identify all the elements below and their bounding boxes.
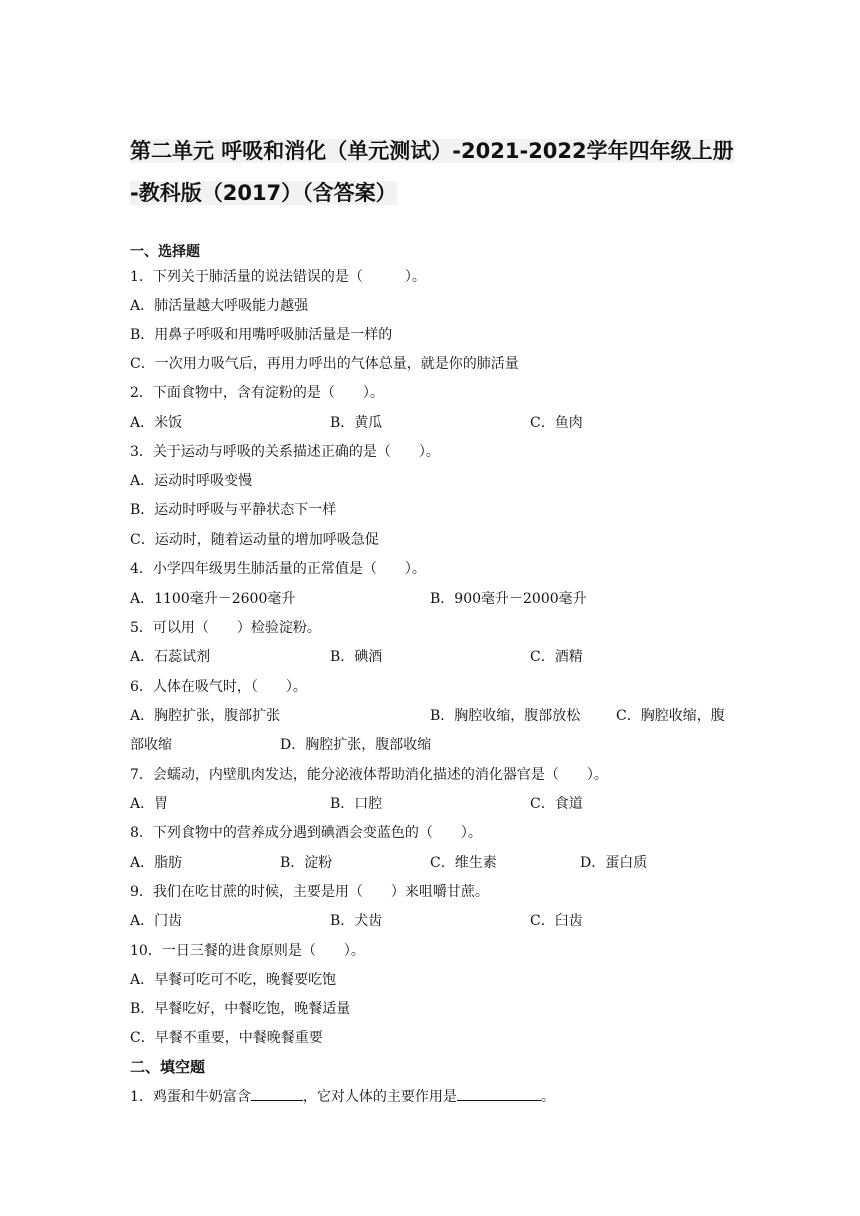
question-9-option-c: C．臼齿 [530,913,583,929]
question-1-option-c: C．一次用力吸气后，再用力呼出的气体总量，就是你的肺活量 [130,356,519,372]
question-2-option-c: C．鱼肉 [530,415,583,431]
question-10-stem: 10．一日三餐的进食原则是（ ）。 [130,943,365,959]
question-1-option-b: B．用鼻子呼吸和用嘴呼吸肺活量是一样的 [130,327,393,343]
question-3-option-c: C．运动时，随着运动量的增加呼吸急促 [130,532,379,548]
question-9-option-b: B．犬齿 [330,913,383,929]
fill-blank-1[interactable] [251,1086,303,1101]
question-10-option-a: A．早餐可吃可不吃，晚餐要吃饱 [130,972,337,988]
fill-question-1 [130,1086,555,1107]
question-9-option-a: A．门齿 [130,913,183,929]
question-7-option-b: B．口腔 [330,796,383,812]
question-6-option-d: D．胸腔扩张，腹部收缩 [280,737,432,753]
question-1-option-a: A．肺活量越大呼吸能力越强 [130,298,309,314]
question-7-option-a: A．胃 [130,796,169,812]
fill-question-1-part-1: 1．鸡蛋和牛奶富含 [130,1089,251,1105]
question-5-option-a: A．石蕊试剂 [130,649,211,665]
question-1-stem: 1．下列关于肺活量的说法错误的是（ ）。 [130,269,426,285]
question-4-option-a: A．1100毫升－2600毫升 [130,591,296,607]
question-9-stem: 9．我们在吃甘蔗的时候，主要是用（ ）来咀嚼甘蔗。 [130,884,489,900]
question-5-option-b: B．碘酒 [330,649,383,665]
question-6-option-c-part-1: C．胸腔收缩，腹 [616,708,725,724]
section-heading-fill: 二、填空题 [130,1058,206,1076]
fill-blank-2[interactable] [457,1086,541,1101]
question-4-option-b: B．900毫升－2000毫升 [430,591,587,607]
question-8-option-b: B．淀粉 [280,855,333,871]
question-4-stem: 4．小学四年级男生肺活量的正常值是（ ）。 [130,561,426,577]
question-5-option-c: C．酒精 [530,649,583,665]
question-2-option-a: A．米饭 [130,415,183,431]
document-title-line-1: 第二单元 呼吸和消化（单元测试）-2021-2022学年四年级上册 [130,139,734,163]
question-7-option-c: C．食道 [530,796,583,812]
question-10-option-b: B．早餐吃好，中餐吃饱，晚餐适量 [130,1001,351,1017]
question-10-option-c: C．早餐不重要，中餐晚餐重要 [130,1030,323,1046]
question-3-stem: 3．关于运动与呼吸的关系描述正确的是（ ）。 [130,444,440,460]
question-5-stem: 5．可以用（ ）检验淀粉。 [130,620,321,636]
section-heading-choice: 一、选择题 [130,244,200,260]
fill-question-1-part-3: 。 [540,1089,555,1105]
question-8-stem: 8．下列食物中的营养成分遇到碘酒会变蓝色的（ ）。 [130,825,482,841]
fill-question-1-part-2: ，它对人体的主要作用是 [302,1089,457,1105]
question-3-option-b: B．运动时呼吸与平静状态下一样 [130,502,337,518]
question-2-stem: 2．下面食物中，含有淀粉的是（ ）。 [130,385,384,401]
question-6-option-c-part-2: 部收缩 [130,737,172,753]
question-8-option-a: A．脂肪 [130,855,183,871]
question-2-option-b: B．黄瓜 [330,415,383,431]
question-8-option-d: D．蛋白质 [580,855,648,871]
question-8-option-c: C．维生素 [430,855,497,871]
question-6-option-b: B．胸腔收缩，腹部放松 [430,708,581,724]
question-7-stem: 7．会蠕动，内壁肌肉发达，能分泌液体帮助消化描述的消化器官是（ ）。 [130,767,608,783]
question-6-stem: 6．人体在吸气时，（ ）。 [130,679,307,695]
document-title-line-2: -教科版（2017）（含答案） [130,181,397,205]
question-6-option-a: A．胸腔扩张，腹部扩张 [130,708,281,724]
question-3-option-a: A．运动时呼吸变慢 [130,473,253,489]
